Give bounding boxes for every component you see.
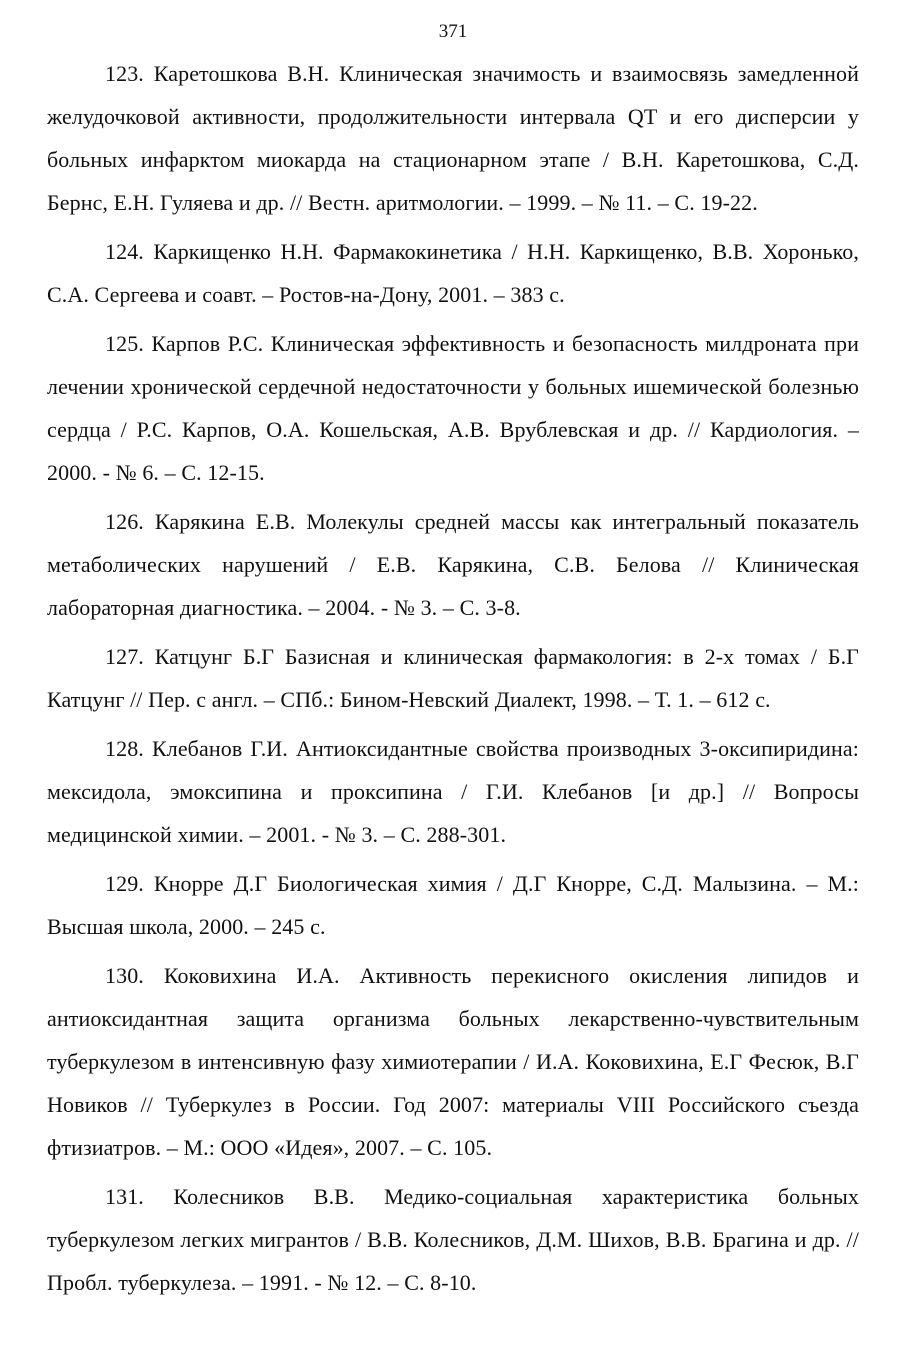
reference-item-124: 124. Каркищенко Н.Н. Фармакокинетика / Н.Н. Каркищенко, В.В. Хоронько, С.А. Сергеева и соавт. – Ростов-на-Дону, 2001. – 383 с. bbox=[47, 239, 859, 307]
reference-item-123: 123. Каретошкова В.Н. Клиническая значимость и взаимосвязь замедленной желудочковой активности, продолжительности интервала QT и его дисперсии у больных инфарктом миокарда на стационарном этапе / В.Н. Каретошкова, С.Д. Бернс, Е.Н. Гуляева и др. // Вестн. аритмологии. – 1999. – № 11. – С. 19-22. bbox=[47, 61, 859, 215]
reference-item-131: 131. Колесников В.В. Медико-социальная характеристика больных туберкулезом легких мигрантов / В.В. Колесников, Д.М. Шихов, В.В. Брагина и др. // Пробл. туберкулеза. – 1991. - № 12. – С. 8-10. bbox=[47, 1184, 859, 1295]
reference-item-129: 129. Кнорре Д.Г Биологическая химия / Д.Г Кнорре, С.Д. Малызина. – М.: Высшая школа, 2000. – 245 с. bbox=[47, 871, 859, 939]
page-number: 371 bbox=[438, 21, 468, 42]
reference-list bbox=[47, 52, 859, 1310]
reference-item-128: 128. Клебанов Г.И. Антиоксидантные свойства производных 3-оксипиридина: мексидола, эмоксипина и проксипина / Г.И. Клебанов [и др.] // Вопросы медицинской химии. – 2001. - № 3. – С. 288-301. bbox=[47, 736, 859, 847]
reference-item-127: 127. Катцунг Б.Г Базисная и клиническая фармакология: в 2-х томах / Б.Г Катцунг // Пер. с англ. – СПб.: Бином-Невский Диалект, 1998. – Т. 1. – 612 с. bbox=[47, 644, 859, 712]
reference-item-125: 125. Карпов Р.С. Клиническая эффективность и безопасность милдроната при лечении хронической сердечной недостаточности у больных ишемической болезнью сердца / Р.С. Карпов, О.А. Кошельская, А.В. Врублевская и др. // Кардиология. – 2000. - № 6. – С. 12-15. bbox=[47, 331, 859, 485]
document-page bbox=[47, 0, 859, 1359]
reference-item-126: 126. Карякина Е.В. Молекулы средней массы как интегральный показатель метаболических нарушений / Е.В. Карякина, С.В. Белова // Клиническая лабораторная диагностика. – 2004. - № 3. – С. 3-8. bbox=[47, 509, 859, 620]
reference-item-130: 130. Коковихина И.А. Активность перекисного окисления липидов и антиоксидантная защита организма больных лекарственно-чувствительным туберкулезом в интенсивную фазу химиотерапии / И.А. Коковихина, Е.Г Фесюк, В.Г Новиков // Туберкулез в России. Год 2007: материалы VIII Российского съезда фтизиатров. – М.: ООО «Идея», 2007. – С. 105. bbox=[47, 963, 859, 1160]
